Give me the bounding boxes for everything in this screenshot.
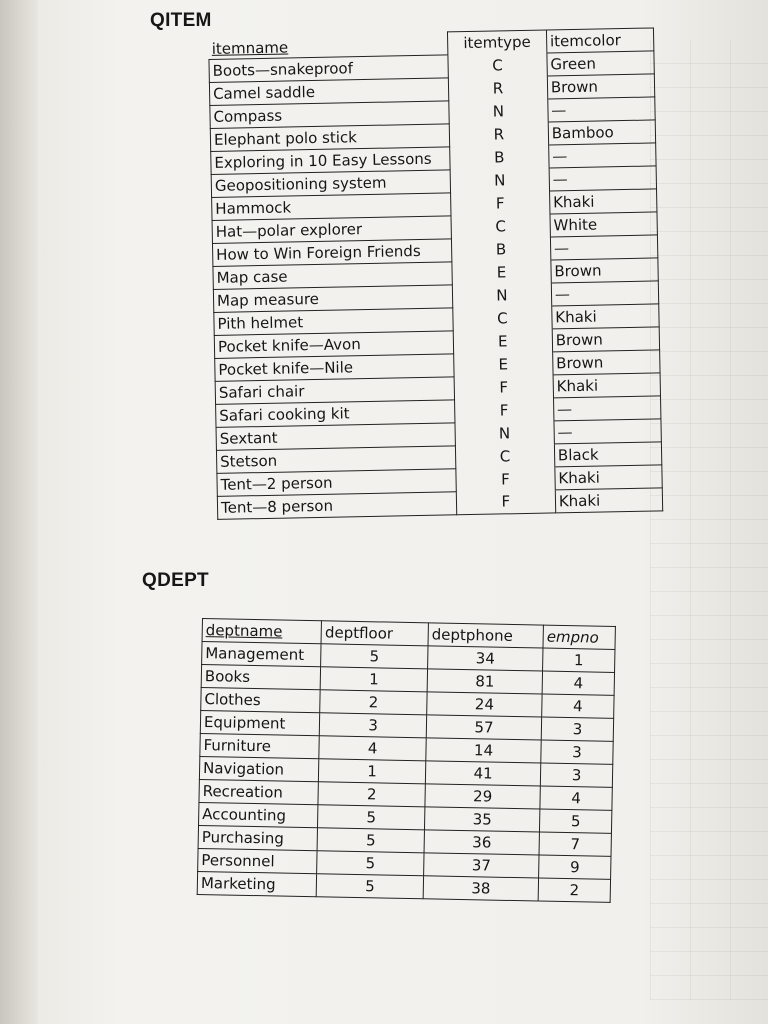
qitem-itemcolor-cell: — [550, 235, 658, 260]
qdept-deptname-cell: Marketing [197, 871, 317, 896]
qitem-itemtype-cell: B [450, 145, 549, 170]
qitem-itemcolor-cell: White [550, 212, 658, 237]
qdept-empno-cell: 3 [541, 740, 613, 764]
qitem-itemtype-cell: C [451, 214, 550, 239]
qitem-table [208, 27, 663, 519]
qitem-itemname-cell: Map case [213, 262, 452, 290]
qdept-deptphone-cell: 36 [424, 830, 539, 855]
qdept-empno-cell: 3 [541, 717, 613, 741]
qdept-empno-cell: 5 [540, 809, 612, 833]
qitem-itemcolor-cell: — [553, 396, 661, 421]
qitem-itemname-cell: Stetson [216, 446, 455, 474]
qdept-deptphone-cell: 14 [426, 738, 541, 763]
qdept-body [197, 642, 615, 903]
qitem-itemname-cell: Pocket knife—Nile [215, 354, 454, 382]
qdept-empno-cell: 3 [540, 763, 612, 787]
qitem-itemtype-cell: N [455, 421, 554, 446]
qitem-itemtype-cell: C [448, 53, 547, 78]
qitem-itemname-cell: Safari cooking kit [216, 400, 455, 428]
qitem-itemtype-cell: E [453, 329, 552, 354]
qitem-itemname-cell: Compass [210, 101, 449, 129]
qdept-empno-cell: 7 [539, 832, 611, 856]
qitem-itemtype-cell: E [452, 260, 551, 285]
qdept-deptfloor-cell: 2 [318, 782, 425, 807]
qdept-deptname-cell: Books [201, 665, 321, 690]
qdept-deptfloor-cell: 5 [317, 828, 424, 853]
qitem-itemtype-cell: E [454, 352, 553, 377]
qdept-header-empno: empno [543, 625, 615, 649]
qitem-itemcolor-cell: Khaki [549, 189, 657, 214]
qdept-deptphone-cell: 34 [428, 646, 543, 671]
qitem-itemname-cell: Tent—8 person [217, 492, 456, 520]
qitem-itemcolor-cell: — [554, 419, 662, 444]
qitem-itemtype-cell: N [450, 168, 549, 193]
qitem-itemname-cell: Geopositioning system [211, 170, 450, 198]
qitem-itemname-cell: Map measure [213, 285, 452, 313]
qitem-itemname-cell: Camel saddle [209, 78, 448, 106]
qdept-deptname-cell: Purchasing [198, 825, 318, 850]
qitem-itemcolor-cell: — [551, 281, 659, 306]
qitem-itemcolor-cell: Khaki [555, 488, 663, 513]
qdept-deptname-cell: Equipment [200, 710, 320, 735]
qitem-itemname-cell: Hammock [212, 193, 451, 221]
qitem-itemname-cell: Sextant [216, 423, 455, 451]
qitem-itemname-cell: How to Win Foreign Friends [212, 239, 451, 267]
qdept-header-deptfloor: deptfloor [321, 621, 428, 646]
qitem-itemtype-cell: R [448, 76, 547, 101]
qitem-itemname-cell: Tent—2 person [217, 469, 456, 497]
qitem-itemcolor-cell: Green [547, 51, 655, 76]
qdept-deptphone-cell: 35 [424, 807, 539, 832]
qdept-deptname-cell: Furniture [200, 733, 320, 758]
book-gutter [0, 0, 38, 1024]
qdept-deptname-cell: Management [202, 642, 322, 667]
qdept-deptfloor-cell: 5 [318, 805, 425, 830]
qitem-itemtype-cell: F [454, 398, 553, 423]
qdept-deptphone-cell: 81 [427, 669, 542, 694]
qdept-table [197, 618, 616, 903]
qdept-deptfloor-cell: 2 [320, 690, 427, 715]
qitem-itemcolor-cell: Brown [551, 258, 659, 283]
qitem-itemname-cell: Pith helmet [214, 308, 453, 336]
qitem-header-itemname: itemname [209, 32, 448, 60]
qitem-itemtype-cell: F [451, 191, 550, 216]
qdept-empno-cell: 9 [539, 855, 611, 879]
qdept-empno-cell: 4 [540, 786, 612, 810]
qitem-itemtype-cell: F [454, 375, 553, 400]
qitem-itemcolor-cell: Khaki [552, 304, 660, 329]
qdept-deptfloor-cell: 1 [319, 759, 426, 784]
qitem-itemtype-cell: C [455, 444, 554, 469]
qitem-itemname-cell: Pocket knife—Avon [214, 331, 453, 359]
qitem-itemcolor-cell: — [549, 166, 657, 191]
qdept-deptname-cell: Recreation [199, 779, 319, 804]
qitem-itemtype-cell: B [451, 237, 550, 262]
qitem-itemname-cell: Boots—snakeproof [209, 55, 448, 83]
qitem-header-itemtype: itemtype [447, 30, 546, 55]
qdept-empno-cell: 1 [543, 648, 615, 672]
qdept-empno-cell: 4 [542, 694, 614, 718]
qdept-deptfloor-cell: 5 [316, 874, 423, 899]
qitem-itemtype-cell: R [449, 122, 548, 147]
qdept-deptphone-cell: 24 [427, 692, 542, 717]
qitem-itemcolor-cell: Khaki [553, 373, 661, 398]
qdept-deptname-cell: Personnel [198, 848, 318, 873]
qdept-deptfloor-cell: 3 [319, 713, 426, 738]
qitem-title: QITEM [150, 10, 212, 31]
qitem-itemcolor-cell: Bamboo [548, 120, 656, 145]
facing-page-bleed [650, 40, 768, 1000]
qitem-itemname-cell: Hat—polar explorer [212, 216, 451, 244]
qitem-itemtype-cell: N [452, 283, 551, 308]
qdept-deptfloor-cell: 5 [321, 644, 428, 669]
qitem-itemname-cell: Exploring in 10 Easy Lessons [211, 147, 450, 175]
qdept-deptname-cell: Clothes [201, 687, 321, 712]
qdept-deptphone-cell: 38 [423, 876, 538, 901]
qitem-itemcolor-cell: Brown [547, 74, 655, 99]
qdept-title: QDEPT [142, 570, 209, 591]
qitem-itemtype-cell: N [449, 99, 548, 124]
qitem-itemcolor-cell: Khaki [555, 465, 663, 490]
qdept-deptphone-cell: 57 [426, 715, 541, 740]
qitem-itemtype-cell: C [453, 306, 552, 331]
qdept-empno-cell: 2 [538, 878, 610, 902]
qdept-deptname-cell: Accounting [199, 802, 319, 827]
qitem-itemtype-cell: F [456, 490, 555, 515]
qdept-deptfloor-cell: 5 [317, 851, 424, 876]
qdept-deptphone-cell: 37 [424, 853, 539, 878]
qitem-itemname-cell: Elephant polo stick [210, 124, 449, 152]
qitem-header-itemcolor: itemcolor [546, 28, 654, 53]
qitem-itemcolor-cell: — [548, 97, 656, 122]
qdept-deptname-cell: Navigation [199, 756, 319, 781]
qitem-itemtype-cell: F [456, 467, 555, 492]
qitem-itemcolor-cell: Brown [552, 350, 660, 375]
qdept-deptfloor-cell: 4 [319, 736, 426, 761]
qdept-empno-cell: 4 [542, 671, 614, 695]
qdept-deptfloor-cell: 1 [320, 667, 427, 692]
qdept-deptphone-cell: 29 [425, 784, 540, 809]
qdept-header-deptphone: deptphone [428, 623, 543, 648]
qitem-itemname-cell: Safari chair [215, 377, 454, 405]
qitem-itemcolor-cell: — [548, 143, 656, 168]
qdept-deptphone-cell: 41 [425, 761, 540, 786]
qitem-body [209, 51, 663, 519]
qitem-itemcolor-cell: Brown [552, 327, 660, 352]
qdept-header-deptname: deptname [202, 619, 322, 644]
qitem-itemcolor-cell: Black [554, 442, 662, 467]
